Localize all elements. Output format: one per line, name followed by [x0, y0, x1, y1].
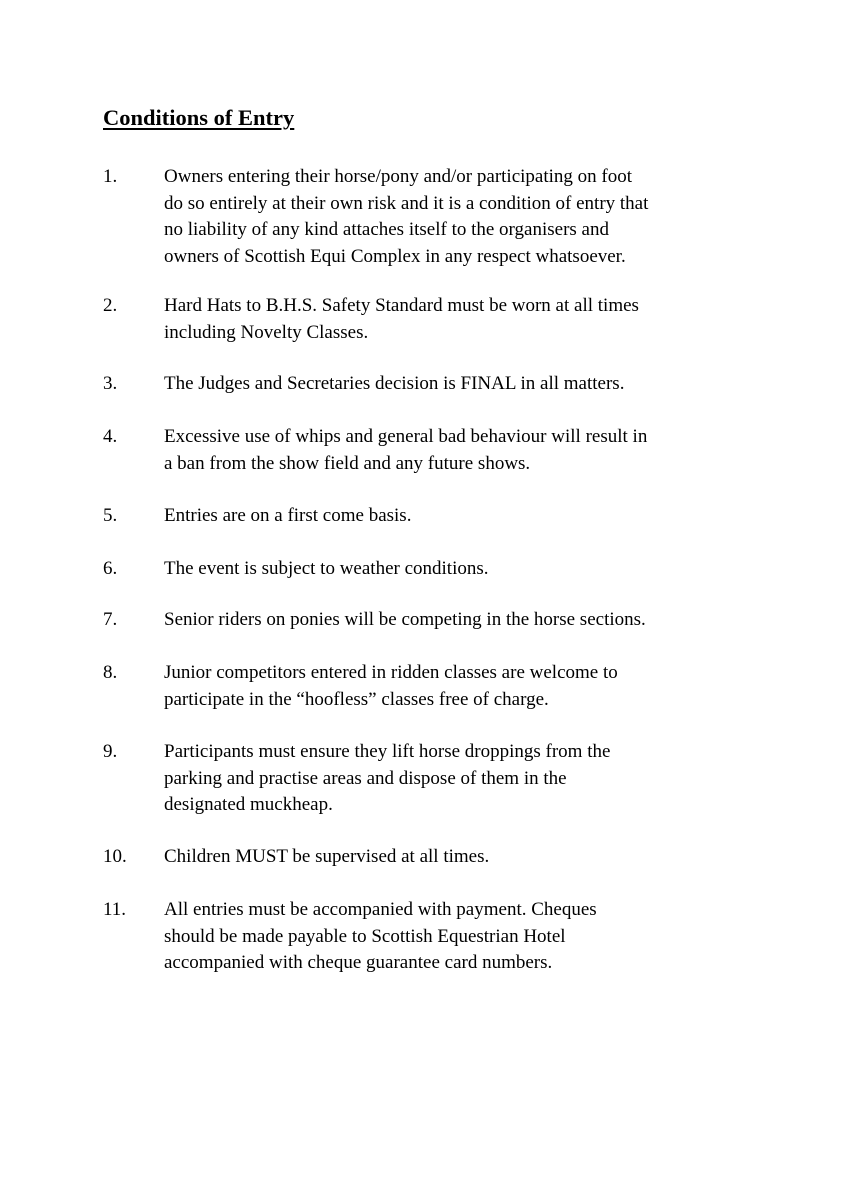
- item-text: [164, 503, 764, 530]
- item-text-line: parking and practise areas and dispose of them in the: [164, 767, 567, 789]
- item-text: [164, 556, 764, 583]
- item-number: 11.: [103, 899, 127, 920]
- item-text: [164, 164, 764, 270]
- item-number: 1.: [103, 166, 118, 187]
- item-text: [164, 293, 764, 346]
- item-text-line: All entries must be accompanied with payment. Cheques: [164, 899, 597, 920]
- item-text-line: Excessive use of whips and general bad behaviour will result in: [164, 426, 648, 447]
- page-title: Conditions of Entry: [103, 105, 295, 130]
- item-text-line: should be made payable to Scottish Equestrian Hotel: [164, 925, 566, 947]
- item-number: 8.: [103, 662, 118, 683]
- item-number: 9.: [103, 741, 118, 762]
- item-text-line: no liability of any kind attaches itself to the organisers and: [164, 219, 609, 240]
- item-number: 10.: [103, 846, 127, 867]
- item-number: 6.: [103, 558, 118, 579]
- item-number: 5.: [103, 505, 118, 526]
- item-text-line: designated muckheap.: [164, 794, 333, 815]
- item-number: 7.: [103, 609, 118, 630]
- item-text-line: participate in the “hoofless” classes free of charge.: [164, 688, 549, 710]
- item-text: [164, 844, 764, 871]
- item-text-line: Junior competitors entered in ridden classes are welcome to: [164, 662, 618, 683]
- item-number: 3.: [103, 373, 118, 394]
- item-text-line: Entries are on a first come basis.: [164, 505, 412, 526]
- item-text-line: Hard Hats to B.H.S. Safety Standard must be worn at all times: [164, 295, 639, 316]
- item-number: 2.: [103, 295, 118, 316]
- item-text-line: Children MUST be supervised at all times.: [164, 846, 490, 867]
- item-text-line: Owners entering their horse/pony and/or participating on foot: [164, 166, 633, 187]
- item-text: [164, 739, 764, 819]
- item-text-line: do so entirely at their own risk and it is a condition of entry that: [164, 192, 649, 214]
- item-text: [164, 371, 764, 398]
- item-text-line: owners of Scottish Equi Complex in any respect whatsoever.: [164, 245, 626, 267]
- item-text: [164, 424, 764, 477]
- item-text: [164, 660, 764, 713]
- item-number: 4.: [103, 426, 118, 447]
- item-text-line: a ban from the show field and any future shows.: [164, 452, 531, 474]
- item-text-line: The event is subject to weather conditions.: [164, 558, 489, 579]
- item-text-line: Senior riders on ponies will be competing in the horse sections.: [164, 609, 646, 630]
- item-text: [164, 607, 764, 634]
- item-text: [164, 897, 764, 977]
- item-text-line: The Judges and Secretaries decision is FINAL in all matters.: [164, 373, 625, 394]
- item-text-line: Participants must ensure they lift horse droppings from the: [164, 741, 611, 762]
- item-text-line: including Novelty Classes.: [164, 321, 369, 343]
- item-text-line: accompanied with cheque guarantee card numbers.: [164, 952, 553, 973]
